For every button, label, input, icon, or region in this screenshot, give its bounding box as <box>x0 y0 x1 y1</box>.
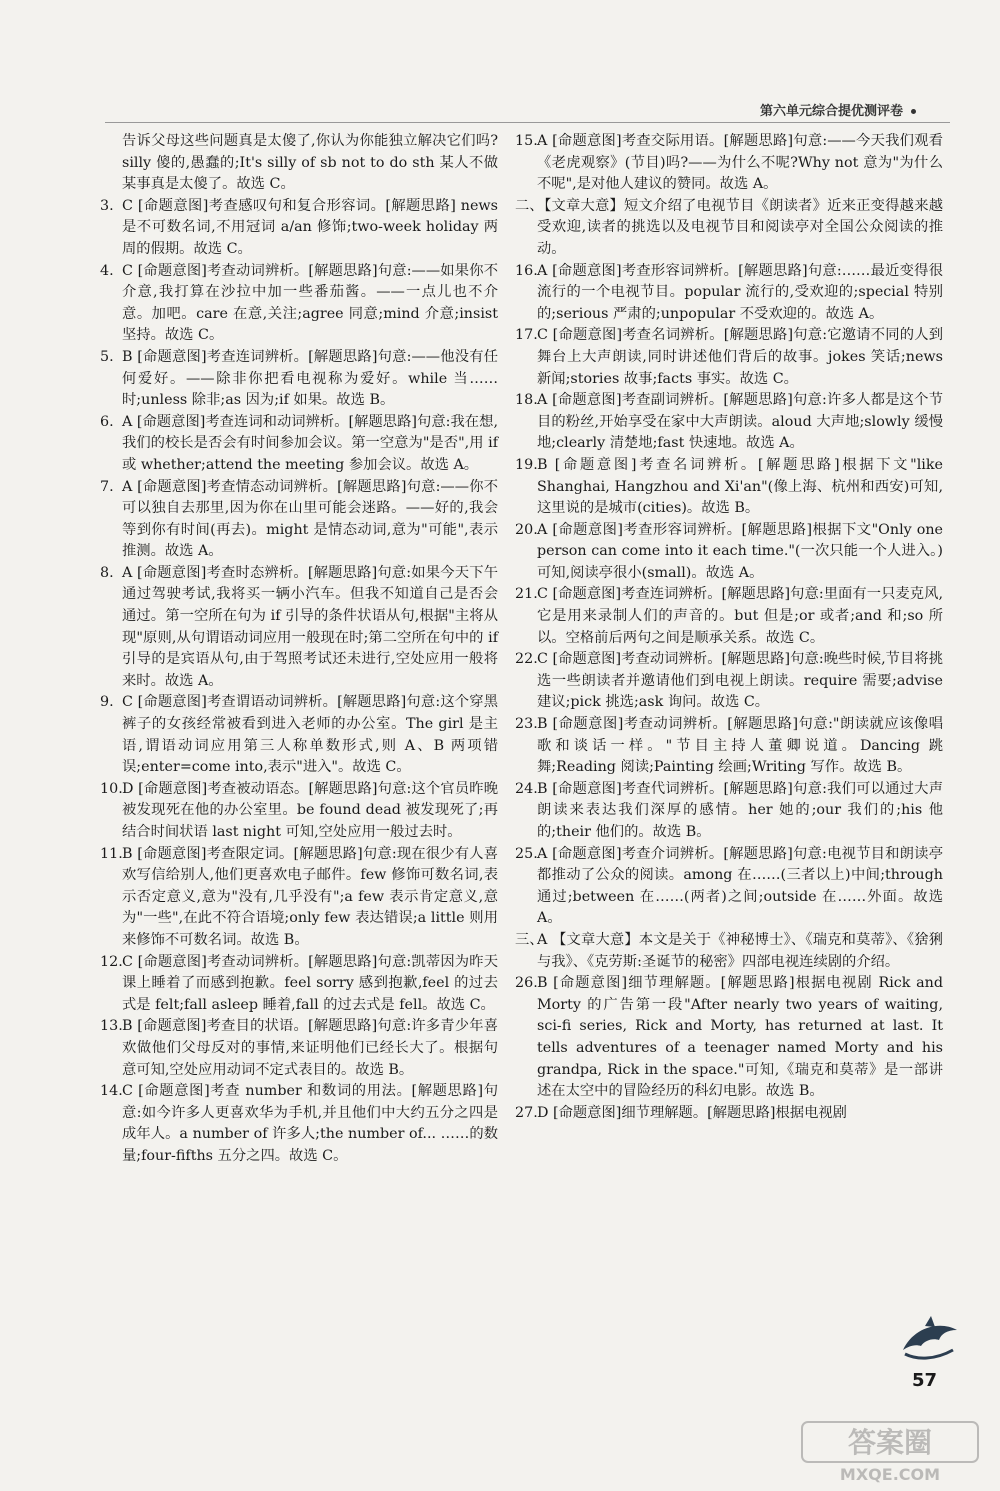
section-summary <box>515 196 943 261</box>
answer-item <box>515 261 943 326</box>
answer-item <box>515 390 943 455</box>
section-number: 三、 <box>515 931 544 948</box>
dolphin-mascot-icon <box>895 1310 965 1370</box>
answer-number: 22. <box>515 651 538 668</box>
section-number: 二、 <box>515 197 544 214</box>
answer-number: 3. <box>100 197 114 214</box>
answer-number: 17. <box>515 327 538 344</box>
answer-text: C [命题意图]考查动词辨析。[解题思路]句意:晚些时候,节目将挑选一些朗读者并邀请他们到电视上朗读。require 需要;advise 建议;pick 挑选;ask 询问。故选 C。 <box>537 651 943 711</box>
answer-number: 24. <box>515 780 538 797</box>
answer-item <box>515 649 943 714</box>
answer-item <box>100 563 498 693</box>
answer-circle-watermark-logo <box>800 1420 980 1485</box>
answer-item <box>100 1081 498 1167</box>
answer-item <box>515 455 943 520</box>
section-text: A 【文章大意】本文是关于《神秘博士》、《瑞克和莫蒂》、《猞猁与我》、《克劳斯:圣诞节的秘密》四部电视连续剧的介绍。 <box>537 931 943 970</box>
answer-text: C [命题意图]考查 number 和数词的用法。[解题思路]句意:如今许多人更喜欢华为手机,并且他们中大约五分之四是成年人。a number of 许多人;the number of... ……的数量;four-fifths 五分之四。故选 C。 <box>122 1083 498 1164</box>
answer-item <box>515 584 943 649</box>
answer-text: C [命题意图]考查动词辨析。[解题思路]句意:凯蒂因为昨天课上睡着了而感到抱歉。feel sorry 感到抱歉,feel 的过去式是 felt;fall asleep 睡着,fall 的过去式是 fell。故选 C。 <box>122 953 498 1013</box>
answer-text: C [命题意图]考查连词辨析。[解题思路]句意:里面有一只麦克风,它是用来录制人们的声音的。but 但是;or 或者;and 和;so 所以。空格前后两句之间是顺承关系。故选 C。 <box>537 586 943 646</box>
answer-text: A [命题意图]考查副词辨析。[解题思路]句意:许多人都是这个节目的粉丝,开始享受在家中大声朗读。aloud 大声地;slowly 缓慢地;clearly 清楚地;fast 快速地。故选 A。 <box>537 392 943 452</box>
answer-text: A [命题意图]考查交际用语。[解题思路]句意:——今天我们观看《老虎观察》(节目)吗?——为什么不呢?Why not 意为"为什么不呢",是对他人建议的赞同。故选 A。 <box>537 133 943 193</box>
answer-text: B [命题意图]考查限定词。[解题思路]句意:现在很少有人喜欢写信给别人,他们更喜欢电子邮件。few 修饰可数名词,表示否定意义,意为"没有,几乎没有";a few 表示肯定意义,意为"一些",在此不符合语境;only few 表达错误;a little 则用来修饰不可数名词。故选 B。 <box>122 845 498 948</box>
header-title: 第六单元综合提优测评卷 <box>760 104 904 119</box>
answer-number: 12. <box>100 953 123 970</box>
right-column <box>515 131 943 1124</box>
page-header <box>760 100 916 119</box>
answer-text: C [命题意图]考查感叹句和复合形容词。[解题思路] news 是不可数名词,不用冠词 a/an 修饰;two-week holiday 两周的假期。故选 C。 <box>122 197 498 257</box>
answer-number: 23. <box>515 716 538 733</box>
answer-item <box>515 1103 943 1125</box>
answer-number: 4. <box>100 262 114 279</box>
answer-item <box>100 477 498 563</box>
answer-text: D [命题意图]细节理解题。[解题思路]根据电视剧 <box>537 1104 847 1121</box>
watermark-url: MXQE.COM <box>839 1465 941 1484</box>
answer-text: B [命题意图]考查代词辨析。[解题思路]句意:我们可以通过大声朗读来表达我们深厚的感情。her 她的;our 我们的;his 他的;their 他们的。故选 B。 <box>537 780 943 840</box>
answer-text: B [命题意图]考查动词辨析。[解题思路]句意:"朗读就应该像唱歌和谈话一样。"节目主持人董卿说道。Dancing 跳舞;Reading 阅读;Painting 绘画;Writing 写作。故选 B。 <box>537 716 943 776</box>
answer-number: 21. <box>515 586 538 603</box>
answer-text: A [命题意图]考查形容词辨析。[解题思路]句意:……最近变得很流行的一个电视节目。popular 流行的,受欢迎的;special 特别的;serious 严肃的;unpopular 不受欢迎的。故选 A。 <box>537 262 943 322</box>
answer-text: B [命题意图]考查连词辨析。[解题思路]句意:——他没有任何爱好。——除非你把看电视称为爱好。while 当……时;unless 除非;as 因为;if 如果。故选 B。 <box>122 348 498 409</box>
answer-number: 10. <box>100 780 123 797</box>
answer-text: D [命题意图]考查被动语态。[解题思路]句意:这个官员昨晚被发现死在他的办公室里。be found dead 被发现死了;再结合时间状语 last night 可知,空处应用一般过去时。 <box>122 780 498 840</box>
answer-item <box>100 692 498 778</box>
answer-number: 16. <box>515 262 538 279</box>
answer-text: B [命题意图]细节理解题。[解题思路]根据电视剧 Rick and Morty 的广告第一段"After nearly two years of waiting, sci-fi series, Rick and Morty, has returned at last. It tells adventures of a teenager named Morty and his grandpa, Rick in the space."可知,《瑞克和莫蒂》是一部讲述在太空中的冒险经历的科幻电影。故选 B。 <box>537 975 943 1100</box>
answer-number: 6. <box>100 413 114 430</box>
answer-number: 11. <box>100 845 123 862</box>
answer-number: 18. <box>515 392 538 409</box>
answer-text: B [命题意图]考查目的状语。[解题思路]句意:许多青少年喜欢做他们父母反对的事情,来证明他们已经长大了。根据句意可知,空处应用动词不定式表目的。故选 B。 <box>122 1018 498 1078</box>
answer-item <box>515 844 943 930</box>
answer-text: A [命题意图]考查形容词辨析。[解题思路]根据下文"Only one person can come into it each time."(一次只能一个人进入。)可知,阅读亭很小(small)。故选 A。 <box>537 521 943 581</box>
answer-number: 26. <box>515 975 538 992</box>
answer-text: B [命题意图]考查名词辨析。[解题思路]根据下文"like Shanghai, Hangzhou and Xi'an"(像上海、杭州和西安)可知,这里说的是城市(cities)。故选 B。 <box>537 456 943 517</box>
answer-text: A [命题意图]考查时态辨析。[解题思路]句意:如果今天下午通过驾驶考试,我将买一辆小汽车。但我不知道自己是否会通过。第一空所在句为 if 引导的条件状语从句,根据"主将从现"原则,从句谓语动词应用一般现在时;第二空所在句中的 if 引导的是宾语从句,由于驾照考试还未进行,空处应用一般将来时。故选 A。 <box>122 564 498 689</box>
answer-text: C [命题意图]考查名词辨析。[解题思路]句意:它邀请不同的人到舞台上大声朗读,同时讲述他们背后的故事。jokes 笑话;news 新闻;stories 故事;facts 事实。故选 C。 <box>537 327 943 387</box>
watermark-brand: 答案圈 <box>847 1426 933 1459</box>
answer-number: 25. <box>515 845 538 862</box>
answer-item <box>515 325 943 390</box>
answer-item <box>515 714 943 779</box>
answer-item <box>100 1016 498 1081</box>
answer-item <box>100 952 498 1017</box>
answer-item <box>100 347 498 412</box>
answer-number: 20. <box>515 521 538 538</box>
answer-number: 14. <box>100 1083 123 1100</box>
answer-number: 27. <box>515 1104 538 1121</box>
answer-item <box>100 131 498 196</box>
answer-item <box>100 779 498 844</box>
answer-text: 告诉父母这些问题真是太傻了,你认为你能独立解决它们吗?silly 傻的,愚蠢的;It's silly of sb not to do sth 某人不做某事真是太傻了。故选 C。 <box>122 133 498 193</box>
section-summary <box>515 930 943 973</box>
page-number: 57 <box>912 1370 938 1391</box>
answer-item <box>100 844 498 952</box>
answer-number: 9. <box>100 694 114 711</box>
answer-text: C [命题意图]考查动词辨析。[解题思路]句意:——如果你不介意,我打算在沙拉中加一些番茄酱。——一点儿也不介意。加吧。care 在意,关注;agree 同意;mind 介意;insist 坚持。故选 C。 <box>122 262 498 344</box>
answer-number: 15. <box>515 133 538 149</box>
answer-text: A [命题意图]考查介词辨析。[解题思路]句意:电视节目和朗读亭都推动了公众的阅读。among 在……(三者以上)中间;through 通过;between 在……(两者)之间;outside 在……外面。故选 A。 <box>537 845 943 927</box>
answer-text: C [命题意图]考查谓语动词辨析。[解题思路]句意:这个穿黑裤子的女孩经常被看到进入老师的办公室。The girl 是主语,谓语动词应用第三人称单数形式,则 A、B 两项错误;enter=come into,表示"进入"。故选 C。 <box>122 694 498 776</box>
answer-item <box>515 131 943 196</box>
answer-text: A [命题意图]考查连词和动词辨析。[解题思路]句意:我在想,我们的校长是否会有时间参加会议。第一空意为"是否",用 if 或 whether;attend the meeting 参加会议。故选 A。 <box>122 413 498 473</box>
section-text: 【文章大意】短文介绍了电视节目《朗读者》近来正变得越来越受欢迎,读者的挑选以及电视节目和阅读亭对全国公众阅读的推动。 <box>537 197 943 257</box>
answer-number: 7. <box>100 478 114 495</box>
answer-number: 19. <box>515 456 538 473</box>
answer-number: 8. <box>100 564 114 581</box>
answer-number: 5. <box>100 348 114 365</box>
answer-item <box>100 412 498 477</box>
answer-item <box>515 973 943 1103</box>
answer-text: A [命题意图]考查情态动词辨析。[解题思路]句意:——你不可以独自去那里,因为你在山里可能会迷路。——好的,我会等到你有时间(再去)。might 是情态动词,意为"可能",表示推测。故选 A。 <box>122 478 498 560</box>
left-column <box>100 131 498 1168</box>
header-divider <box>105 122 950 123</box>
answer-item <box>100 196 498 261</box>
answer-item <box>515 520 943 585</box>
answer-item <box>515 779 943 844</box>
answer-item <box>100 261 498 347</box>
answer-number: 13. <box>100 1018 123 1035</box>
header-bullet-icon <box>911 109 916 114</box>
